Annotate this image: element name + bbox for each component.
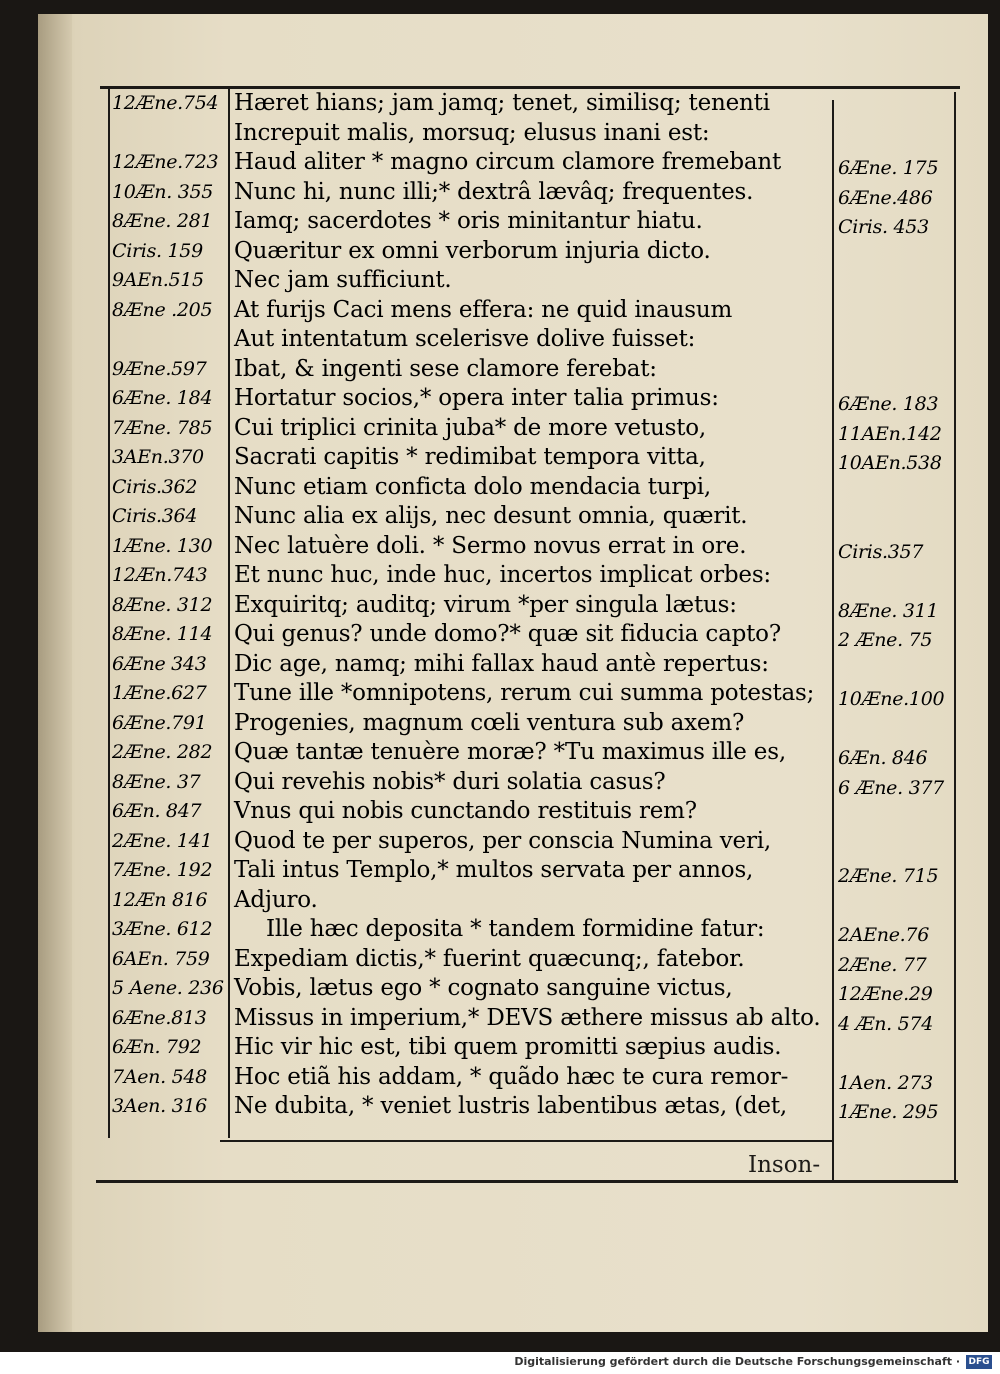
- left-reference: 9AEn.515: [112, 269, 204, 291]
- verse-line: Ne dubita, * veniet lustris labentibus ætas, (det,: [234, 1093, 787, 1119]
- left-reference: 7Æne. 785: [112, 416, 213, 439]
- verse-line: Progenies, magnum cœli ventura sub axem?: [234, 709, 745, 736]
- right-reference: 1Aen. 273: [838, 1071, 933, 1094]
- verse-line: Cui triplici crinita juba* de more vetusto,: [234, 414, 706, 441]
- footer-text: Digitalisierung gefördert durch die Deutsche Forschungsgemeinschaft ·: [514, 1355, 960, 1368]
- left-reference: 2Æne. 141: [112, 829, 213, 852]
- right-reference: 11AEn.142: [838, 422, 942, 445]
- left-reference: 12Æne.754: [112, 92, 219, 114]
- left-reference: 8Æne. 281: [112, 210, 213, 232]
- left-reference: 9Æne.597: [112, 357, 207, 380]
- verse-line: Ibat, & ingenti sese clamore ferebat:: [234, 355, 657, 382]
- verse-line: Hæret hians; jam jamq; tenet, similisq; tenenti: [234, 90, 770, 116]
- verse-line: Qui genus? unde domo?* quæ sit fiducia capto?: [234, 621, 781, 647]
- verse-line: Hoc etiã his addam, * quãdo hæc te cura remor-: [234, 1063, 789, 1090]
- left-reference: Ciris.362: [112, 475, 198, 498]
- left-reference: 1Æne.627: [112, 682, 207, 704]
- verse-line: Iamq; sacerdotes * oris minitantur hiatu.: [234, 208, 703, 234]
- left-reference: 10Æn. 355: [112, 180, 214, 203]
- verse-line: Quod te per superos, per conscia Numina veri,: [234, 827, 772, 854]
- verse-line: Increpuit malis, morsuq; elusus inani est:: [234, 119, 710, 146]
- left-reference: 6Æne.791: [112, 711, 207, 734]
- verse-line: Tune ille *omnipotens, rerum cui summa potestas;: [234, 680, 815, 706]
- verse-line: Vnus qui nobis cunctando restituis rem?: [234, 798, 697, 824]
- page-gutter-shadow: [38, 14, 72, 1332]
- verse-line: Exquiritq; auditq; virum *per singula lætus:: [234, 591, 737, 618]
- right-reference: 10Æne.100: [838, 688, 945, 710]
- left-reference: 7Aen. 548: [112, 1065, 207, 1088]
- verse-line: Vobis, lætus ego * cognato sanguine victus,: [234, 975, 733, 1001]
- verse-line: Hortatur socios,* opera inter talia primus:: [234, 385, 719, 411]
- verse-line: Missus in imperium,* DEVS æthere missus ab alto.: [234, 1004, 821, 1031]
- left-reference: 7Æne. 192: [112, 859, 213, 881]
- verse-line: Nec latuère doli. * Sermo novus errat in ore.: [234, 532, 747, 559]
- verse-line: Quæritur ex omni verborum injuria dicto.: [234, 237, 711, 264]
- right-reference: 12Æne.29: [838, 983, 933, 1005]
- right-reference: 6 Æne. 377: [838, 776, 944, 799]
- verse-line: Et nunc huc, inde huc, incertos implicat orbes:: [234, 562, 771, 588]
- left-reference: 1Æne. 130: [112, 534, 213, 557]
- verse-line: Qui revehis nobis* duri solatia casus?: [234, 768, 666, 795]
- verse-line: Tali intus Templo,* multos servata per annos,: [234, 857, 754, 883]
- verse-line: Adjuro.: [234, 886, 318, 913]
- left-reference: 3AEn.370: [112, 446, 204, 468]
- left-reference: 6Æne. 184: [112, 387, 213, 409]
- verse-line: Nunc hi, nunc illi;* dextrâ lævâq; frequentes.: [234, 178, 754, 205]
- left-reference: 6AEn. 759: [112, 947, 210, 970]
- right-reference: Ciris.357: [838, 540, 924, 563]
- verse-line: Aut intentatum scelerisve dolive fuisset:: [234, 326, 696, 352]
- left-reference: 2Æne. 282: [112, 741, 213, 763]
- verse-line: Dic age, namq; mihi fallax haud antè repertus:: [234, 650, 769, 677]
- right-reference: 6Æne.486: [838, 186, 933, 209]
- right-reference: Ciris. 453: [838, 216, 929, 238]
- left-reference: Ciris.364: [112, 505, 198, 527]
- verse-line: Sacrati capitis * redimibat tempora vitta,: [234, 444, 706, 470]
- left-reference: 3Æne. 612: [112, 918, 213, 940]
- left-reference: 6Æne 343: [112, 652, 207, 675]
- bottom-rule-inner: [220, 1140, 832, 1142]
- left-reference: 5 Aene. 236: [112, 977, 224, 999]
- right-reference: 2Æne. 77: [838, 953, 927, 976]
- right-column-rule: [832, 100, 834, 1180]
- right-reference: 6Æn. 846: [838, 747, 928, 769]
- verse-line: Ille hæc deposita * tandem formidine fatur:: [266, 916, 765, 942]
- verse-line: Haud aliter * magno circum clamore fremebant: [234, 149, 782, 175]
- right-reference: 6Æne. 183: [838, 393, 939, 415]
- verse-line: Quæ tantæ tenuère moræ? *Tu maximus ille es,: [234, 739, 786, 765]
- left-outer-rule: [108, 86, 110, 1138]
- left-reference: 8Æne. 114: [112, 623, 213, 645]
- catchword: Inson-: [748, 1152, 821, 1178]
- right-reference: 1Æne. 295: [838, 1101, 939, 1123]
- left-column-rule: [228, 86, 230, 1138]
- verse-line: Hic vir hic est, tibi quem promitti sæpius audis.: [234, 1034, 782, 1060]
- left-reference: 8Æne. 312: [112, 593, 213, 616]
- verse-line: Expediam dictis,* fuerint quæcunq;, fatebor.: [234, 945, 745, 972]
- left-reference: 6Æn. 847: [112, 800, 202, 822]
- left-reference: 12Æn.743: [112, 564, 208, 586]
- digitization-footer: [0, 1352, 1000, 1374]
- left-reference: 6Æn. 792: [112, 1036, 202, 1058]
- dfg-logo: DFG: [966, 1355, 992, 1369]
- left-reference: 12Æn 816: [112, 888, 208, 911]
- verse-line: Nunc etiam conficta dolo mendacia turpi,: [234, 473, 711, 500]
- right-reference: 8Æne. 311: [838, 599, 939, 622]
- left-reference: 3Aen. 316: [112, 1095, 207, 1117]
- left-reference: 8Æne. 37: [112, 770, 201, 793]
- right-reference: 2Æne. 715: [838, 865, 939, 887]
- verse-line: At furijs Caci mens effera: ne quid inausum: [234, 296, 733, 323]
- left-reference: 8Æne .205: [112, 298, 213, 321]
- right-reference: 2 Æne. 75: [838, 629, 933, 651]
- left-reference: Ciris. 159: [112, 239, 203, 262]
- bottom-rule: [96, 1180, 958, 1183]
- verse-line: Nunc alia ex alijs, nec desunt omnia, quærit.: [234, 503, 748, 529]
- right-reference: 4 Æn. 574: [838, 1012, 934, 1035]
- left-reference: 6Æne.813: [112, 1006, 207, 1029]
- right-reference: 6Æne. 175: [838, 157, 939, 179]
- verse-line: Nec jam sufficiunt.: [234, 267, 452, 293]
- right-reference: 2AEne.76: [838, 924, 929, 946]
- right-reference: 10AEn.538: [838, 452, 942, 474]
- left-reference: 12Æne.723: [112, 151, 219, 173]
